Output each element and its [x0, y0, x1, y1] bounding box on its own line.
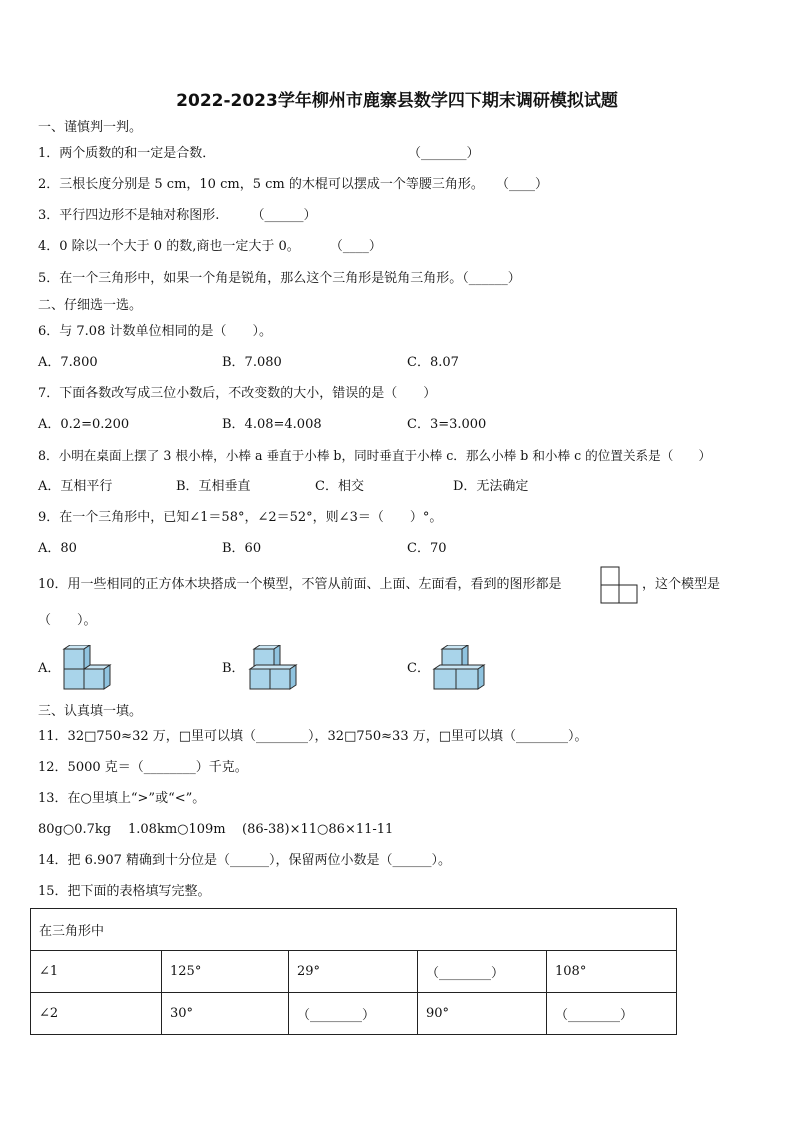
- question-3: [38, 206, 317, 226]
- question-6-option-a[interactable]: A．7.800: [38, 355, 98, 370]
- question-13-item-3[interactable]: (86-38)×11○86×11-11: [242, 822, 394, 837]
- table-header-cell: 在三角形中: [31, 909, 677, 951]
- question-4-answer-blank[interactable]: （____）: [329, 239, 382, 254]
- question-13: 13．在○里填上“>”或“<”。: [38, 791, 206, 806]
- table-answer-cell[interactable]: （________）: [289, 993, 418, 1035]
- question-12: 12．5000 克＝（________）千克。: [38, 760, 248, 775]
- section-heading-choose: 二、仔细选一选。: [38, 298, 143, 313]
- cube-model-b-icon[interactable]: [246, 645, 298, 693]
- question-15: 15．把下面的表格填写完整。: [38, 884, 211, 899]
- question-8-option-b[interactable]: B．互相垂直: [176, 479, 251, 494]
- question-3-answer-blank[interactable]: （______）: [251, 208, 317, 223]
- table-row: [31, 951, 677, 993]
- question-5: 5．在一个三角形中，如果一个角是锐角，那么这个三角形是锐角三角形。（______）: [38, 271, 521, 286]
- question-6-option-b[interactable]: B．7.080: [222, 355, 282, 370]
- question-2: [38, 175, 548, 195]
- question-14: 14．把 6.907 精确到十分位是（______），保留两位小数是（______）。: [38, 853, 452, 868]
- question-2-answer-blank[interactable]: （____）: [495, 177, 548, 192]
- question-10-blank: （ ）。: [38, 613, 97, 628]
- question-4: [38, 237, 382, 257]
- table-row: [31, 993, 677, 1035]
- table-cell: 90°: [418, 993, 547, 1035]
- table-cell: 30°: [162, 993, 289, 1035]
- angle-table: [30, 908, 677, 1035]
- cube-model-c-icon[interactable]: [432, 645, 486, 693]
- table-header-row: [31, 909, 677, 951]
- three-view-figure: [600, 566, 640, 606]
- section-heading-judge: 一、谨慎判一判。: [38, 120, 143, 135]
- question-10-option-c[interactable]: C．: [407, 661, 430, 676]
- question-4-text: 4．0 除以一个大于 0 的数,商也一定大于 0。: [38, 239, 300, 254]
- table-answer-cell[interactable]: （________）: [418, 951, 547, 993]
- table-cell: ∠1: [31, 951, 162, 993]
- table-cell: ∠2: [31, 993, 162, 1035]
- question-2-text: 2．三根长度分别是 5 cm，10 cm，5 cm 的木棍可以摆成一个等腰三角形。: [38, 177, 484, 192]
- question-6: 6．与 7.08 计数单位相同的是（ ）。: [38, 324, 272, 339]
- question-10-option-b[interactable]: B．: [222, 661, 245, 676]
- question-1-text: 1．两个质数的和一定是合数．: [38, 146, 216, 161]
- question-8: 8．小明在桌面上摆了 3 根小棒，小棒 a 垂直于小棒 b，同时垂直于小棒 c．那么小棒 b 和小棒 c 的位置关系是（ ）: [38, 448, 712, 463]
- question-9-option-c[interactable]: C．70: [407, 541, 447, 556]
- question-8-option-c[interactable]: C．相交: [315, 479, 364, 494]
- question-13-item-1[interactable]: 80g○0.7kg: [38, 822, 112, 837]
- question-8-option-d[interactable]: D．无法确定: [453, 479, 529, 494]
- question-7-option-a[interactable]: A．0.2=0.200: [38, 417, 130, 432]
- section-heading-fill: 三、认真填一填。: [38, 704, 143, 719]
- question-1: [38, 144, 215, 164]
- table-cell: 125°: [162, 951, 289, 993]
- question-7-option-b[interactable]: B．4.08=4.008: [222, 417, 322, 432]
- table-cell: 29°: [289, 951, 418, 993]
- question-6-option-c[interactable]: C．8.07: [407, 355, 459, 370]
- question-10-option-a[interactable]: A．: [38, 661, 61, 676]
- question-11: 11．32□750≈32 万，□里可以填（________），32□750≈33 万，□里可以填（________）。: [38, 729, 588, 744]
- question-13-item-2[interactable]: 1.08km○109m: [128, 822, 226, 837]
- question-9-option-b[interactable]: B．60: [222, 541, 262, 556]
- question-7: 7．下面各数改写成三位小数后，不改变数的大小，错误的是（ ）: [38, 386, 437, 401]
- question-10-text: 10．用一些相同的正方体木块搭成一个模型，不管从前面、上面、左面看，看到的图形都是: [38, 577, 562, 592]
- question-9-option-a[interactable]: A．80: [38, 541, 77, 556]
- cube-model-a-icon[interactable]: [60, 645, 112, 693]
- question-3-text: 3．平行四边形不是轴对称图形.: [38, 208, 220, 223]
- page-title: 2022-2023学年柳州市鹿寨县数学四下期末调研模拟试题: [176, 91, 618, 111]
- question-9: 9．在一个三角形中，已知∠1＝58°，∠2＝52°，则∠3＝（ ）°。: [38, 510, 443, 525]
- table-answer-cell[interactable]: （________）: [547, 993, 677, 1035]
- question-1-answer-blank[interactable]: （_______）: [408, 146, 480, 161]
- question-7-option-c[interactable]: C．3=3.000: [407, 417, 487, 432]
- question-8-option-a[interactable]: A．互相平行: [38, 479, 113, 494]
- question-10-text-suffix: ，这个模型是: [642, 577, 721, 592]
- table-cell: 108°: [547, 951, 677, 993]
